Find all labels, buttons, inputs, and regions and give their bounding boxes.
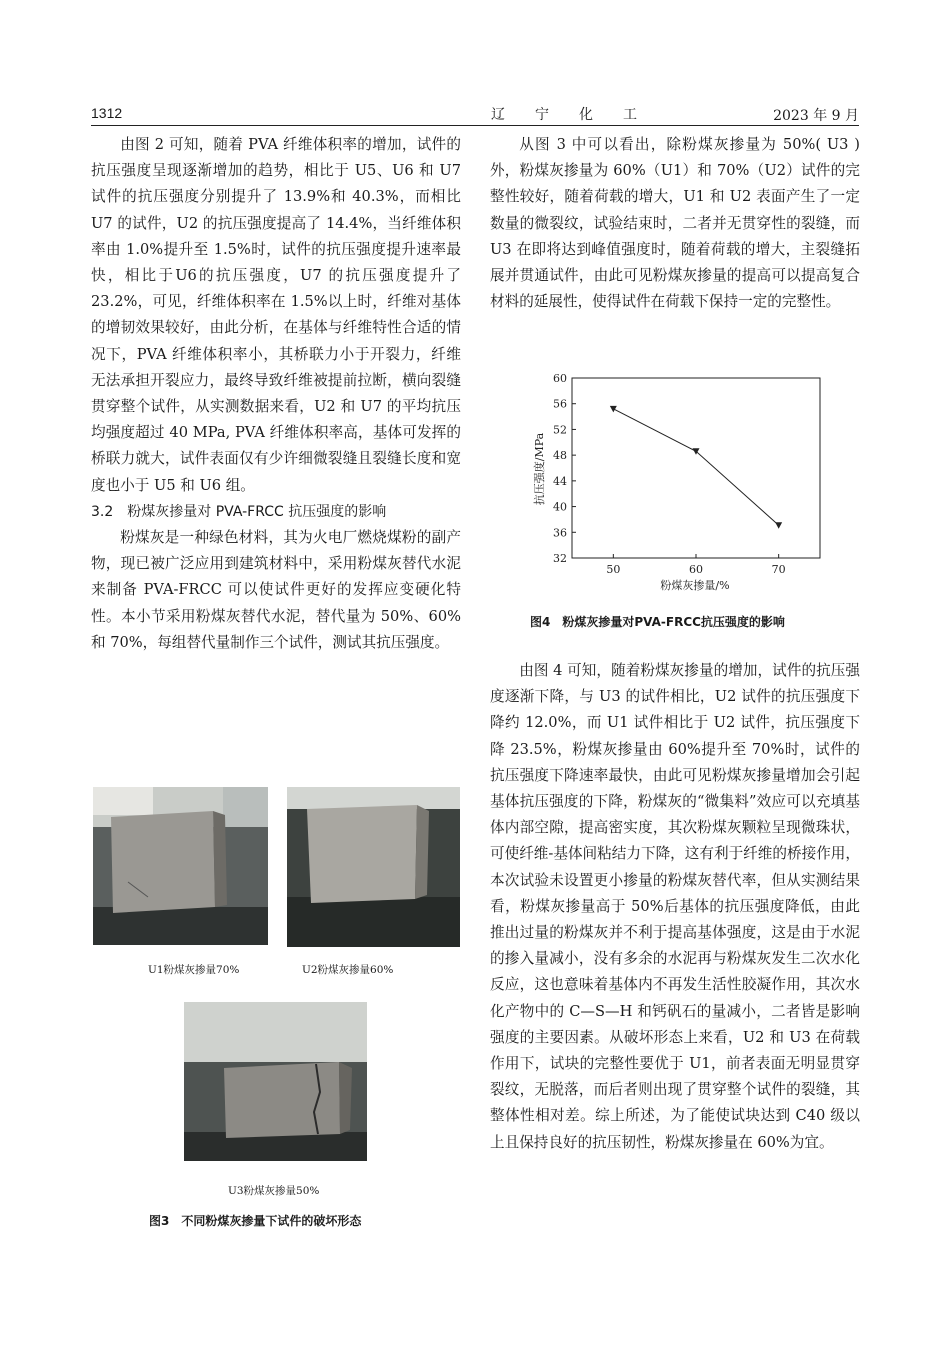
x-tick-label: 50	[606, 563, 621, 576]
y-tick-label: 48	[553, 449, 567, 463]
x-tick-label: 70	[771, 563, 786, 576]
x-tick-label: 60	[689, 563, 703, 576]
specimen-photo-u3	[184, 1002, 367, 1161]
body-paragraph: 由图 4 可知，随着粉煤灰掺量的增加，试件的抗压强度逐渐下降，与 U3 的试件相比，U2 试件的抗压强度下降约 12.0%，而 U1 试件相比于 U2 试件，抗压强度下降 23.5%，粉煤灰掺量由 60%提升至 70%时，试件的抗压强度下降速率最快，由此可见粉煤灰掺量增加会引起基体抗压强度的下降，粉煤灰的“微集料”效应可以充填基体内部空隙，提高密实度，其次粉煤灰颗粒呈现微珠状，可使纤维-基体间粘结力下降，这有利于纤维的桥接作用，本次试验未设置更小掺量的粉煤灰替代率，但从实测结果看，粉煤灰掺量高于 50%后基体的抗压强度降低，由此推出过量的粉煤灰并不利于提高基体强度，这是由于水泥的掺入量减小，没有多余的水泥再与粉煤灰发生二次水化反应，这也意味着基体内不再发生活性胶凝作用，其次水化产物中的 C—S—H 和钙矾石的量减小，二者皆是影响强度的主要因素。从破坏形态上来看，U2 和 U3 在荷载作用下，试块的完整性要优于 U1，前者表面无明显贯穿裂纹，无脱落，而后者则出现了贯穿整个试件的裂缝，其整体性相对差。综上所述，为了能使试块达到 C40 级以上且保持良好的抗压韧性，粉煤灰掺量在 60%为宜。	[490, 662, 860, 1151]
photo-label-u3: U3粉煤灰掺量50%	[228, 1185, 320, 1197]
specimen-photo-u2	[287, 787, 460, 947]
body-paragraph: 粉煤灰是一种绿色材料，其为火电厂燃烧煤粉的副产物，现已被广泛应用到建筑材料中，采用粉煤灰替代水泥来制备 PVA-FRCC 可以使试件更好的发挥应变硬化特性。本小节采用粉煤灰替代水泥，替代量为 50%、60%和 70%，每组替代量制作三个试件，测试其抗压强度。	[91, 529, 461, 651]
right-column-top	[490, 132, 860, 315]
y-tick-label: 60	[553, 372, 567, 385]
x-axis-ticks	[606, 554, 785, 576]
issue-date: 2023 年 9 月	[773, 108, 859, 124]
y-tick-label: 40	[553, 500, 567, 514]
right-column-bottom	[490, 658, 860, 1156]
x-axis-label: 粉煤灰掺量/%	[660, 579, 730, 592]
page-number: 1312	[91, 105, 123, 121]
data-point-marker	[610, 406, 617, 413]
y-tick-label: 56	[553, 397, 567, 411]
data-point-marker	[775, 522, 782, 529]
left-column	[91, 132, 461, 656]
y-tick-label: 52	[553, 423, 567, 437]
series-line	[613, 409, 778, 525]
y-axis-label: 抗压强度/MPa	[533, 432, 546, 506]
y-tick-label: 36	[553, 526, 567, 540]
plot-frame	[572, 378, 820, 558]
y-tick-label: 32	[553, 552, 567, 565]
section-heading: 3.2 粉煤灰掺量对 PVA-FRCC 抗压强度的影响	[91, 503, 387, 520]
y-axis-ticks	[553, 372, 576, 565]
journal-name: 辽宁化工	[491, 107, 667, 123]
running-header	[91, 103, 859, 126]
body-paragraph: 从图 3 中可以看出，除粉煤灰掺量为 50%( U3 ) 外，粉煤灰掺量为 60%（U1）和 70%（U2）试件的完整性较好，随着荷载的增大，U1 和 U2 表面产生了一定数量的微裂纹，试验结束时，二者并无贯穿性的裂缝，而 U3 在即将达到峰值强度时，随着荷载的增大，主裂缝拓展并贯通试件，由此可见粉煤灰掺量的提高可以提高复合材料的延展性，使得试件在荷载下保持一定的完整性。	[490, 136, 860, 311]
chart-series	[610, 406, 782, 529]
compressive-strength-chart	[520, 366, 840, 596]
photo-label-u2: U2粉煤灰掺量60%	[302, 964, 394, 976]
photo-label-u1: U1粉煤灰掺量70%	[148, 964, 240, 976]
figure-3-caption: 图3 不同粉煤灰掺量下试件的破坏形态	[149, 1214, 362, 1228]
chart-axes	[572, 378, 820, 558]
figure-4-caption: 图4 粉煤灰掺量对PVA-FRCC抗压强度的影响	[530, 615, 785, 629]
body-paragraph: 由图 2 可知，随着 PVA 纤维体积率的增加，试件的抗压强度呈现逐渐增加的趋势，相比于 U5、U6 和 U7 试件的抗压强度分别提升了 13.9%和 40.3%，而相比 U7 的试件，U2 的抗压强度提高了 14.4%，当纤维体积率由 1.0%提升至 1.5%时，试件的抗压强度提升速率最快，相比于U6的抗压强度，U7 的抗压强度提升了 23.2%，可见，纤维体积率在 1.5%以上时，纤维对基体的增韧效果较好，由此分析，在基体与纤维特性合适的情况下，PVA 纤维体积率小，其桥联力小于开裂力，纤维无法承担开裂应力，最终导致纤维被提前拉断，横向裂缝贯穿整个试件，从实测数据来看，U2 和 U7 的平均抗压均强度超过 40 MPa, PVA 纤维体积率高，基体可发挥的桥联力就大，试件表面仅有少许细微裂缝且裂缝长度和宽度也小于 U5 和 U6 组。	[91, 136, 461, 494]
y-tick-label: 44	[553, 474, 567, 488]
specimen-photo-u1	[93, 787, 268, 945]
